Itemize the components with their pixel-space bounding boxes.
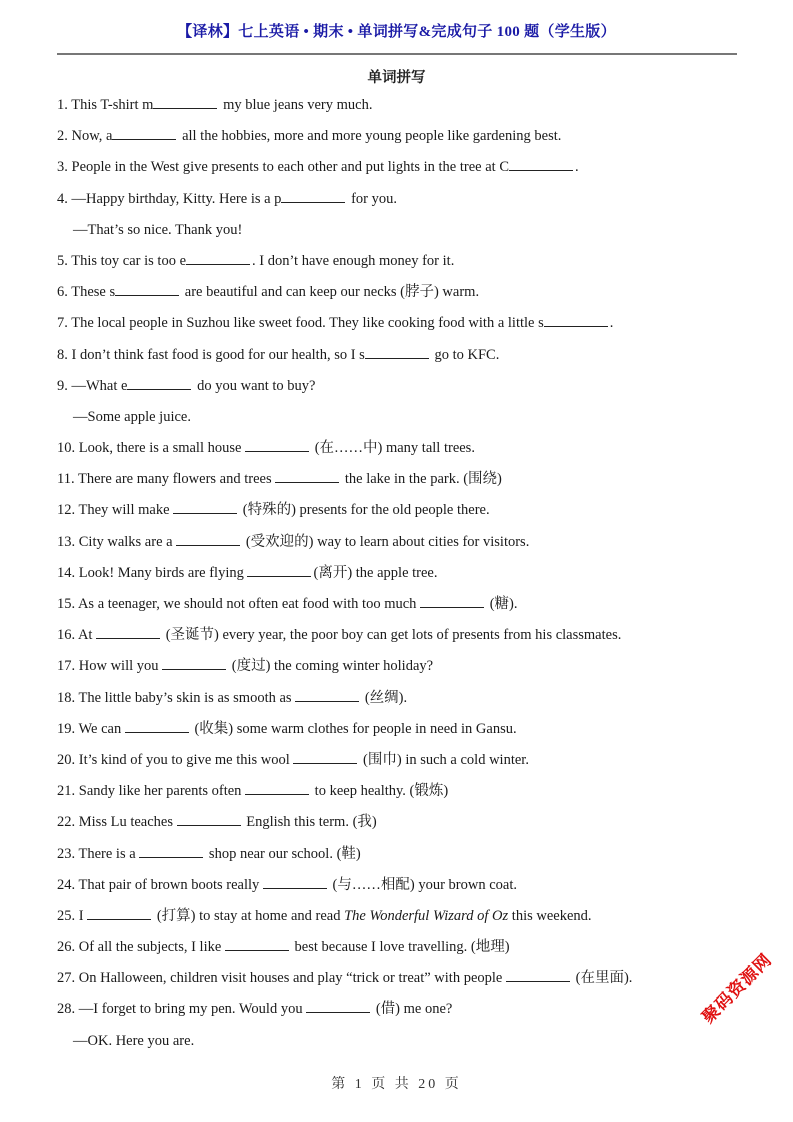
question-text-after: for you. — [347, 190, 397, 207]
answer-blank[interactable] — [306, 998, 370, 1013]
answer-blank[interactable] — [247, 562, 311, 577]
answer-blank[interactable] — [293, 749, 357, 764]
question-number: 1. — [57, 97, 68, 113]
question-text-before: Of all the subjects, I like — [78, 939, 225, 956]
answer-blank[interactable] — [275, 468, 339, 483]
question-text-after: go to KFC. — [430, 346, 500, 363]
question-text-after: (围巾) in such a cold winter. — [359, 751, 529, 768]
document-header: 【译林】七上英语 • 期末 • 单词拼写&完成句子 100 题（学生版） — [177, 24, 616, 40]
question-number: 4. — [57, 190, 68, 207]
answer-blank[interactable] — [295, 687, 359, 702]
question-text-after: . — [609, 315, 614, 332]
question-item — [57, 624, 757, 655]
answer-blank[interactable] — [153, 94, 217, 109]
question-number: 21. — [57, 783, 76, 800]
question-item — [57, 344, 757, 375]
question-item — [57, 562, 757, 593]
question-text-after: are beautiful and can keep our necks (脖子) warm. — [181, 284, 480, 301]
answer-blank[interactable] — [127, 375, 191, 390]
question-item — [57, 843, 757, 874]
question-text-before: As a teenager, we should not often eat food with too much — [77, 596, 421, 612]
question-text-before: We can — [78, 720, 125, 737]
answer-blank[interactable] — [245, 437, 309, 452]
answer-blank[interactable] — [162, 655, 226, 670]
answer-blank[interactable] — [281, 188, 345, 203]
question-text-before: It’s kind of you to give me this wool — [78, 751, 294, 768]
question-text-before: Look! Many birds are flying — [78, 564, 248, 581]
question-text-before: —What e — [71, 377, 128, 394]
question-number: 13. — [57, 533, 76, 550]
question-number: 23. — [57, 845, 76, 862]
question-item — [57, 188, 757, 219]
question-number: 18. — [57, 689, 76, 706]
answer-blank[interactable] — [87, 905, 151, 920]
question-list — [57, 94, 757, 1061]
question-text-after: (借) me one? — [372, 1001, 453, 1018]
question-number: 9. — [57, 377, 68, 394]
question-text-before: Miss Lu teaches — [78, 814, 177, 831]
question-text-after: . — [575, 159, 579, 176]
question-text-before: The little baby’s skin is as smooth as — [78, 689, 296, 706]
question-number: 14. — [57, 564, 76, 581]
question-text-before: These s — [71, 284, 116, 301]
answer-blank[interactable] — [225, 936, 289, 951]
question-item — [57, 250, 757, 281]
question-item — [57, 437, 757, 468]
question-text-before: How will you — [78, 658, 163, 675]
question-number: 3. — [57, 159, 68, 176]
question-number: 16. — [57, 627, 76, 644]
question-text-before: The local people in Suzhou like sweet food. They like cooking food with a little s — [71, 315, 544, 332]
question-item — [57, 531, 757, 562]
question-text-before: People in the West give presents to each other and put lights in the tree at C — [71, 159, 509, 176]
answer-blank[interactable] — [96, 624, 160, 639]
question-text-after: (与……相配) your brown coat. — [328, 876, 517, 893]
question-number: 20. — [57, 751, 76, 768]
question-text-after: (离开) the apple tree. — [313, 564, 438, 581]
question-text-before: They will make — [78, 502, 174, 519]
question-text-after: (受欢迎的) way to learn about cities for visitors. — [242, 533, 530, 550]
question-text-before: There is a — [78, 845, 140, 862]
question-number: 6. — [57, 284, 68, 301]
question-text-after: best because I love travelling. (地理) — [290, 939, 510, 956]
question-item — [57, 593, 757, 624]
question-text-after: shop near our school. (鞋) — [205, 845, 361, 862]
question-text-before: That pair of brown boots really — [78, 876, 263, 893]
answer-blank[interactable] — [177, 811, 241, 826]
question-text-after: (在……中) many tall trees. — [311, 440, 475, 457]
question-number: 11. — [57, 471, 75, 488]
question-text-before: On Halloween, children visit houses and play “trick or treat” with people — [78, 970, 506, 987]
question-text-after: (打算) to stay at home and read — [153, 907, 345, 924]
answer-blank[interactable] — [245, 780, 309, 795]
answer-blank[interactable] — [509, 156, 573, 171]
question-text-after: . I don’t have enough money for it. — [252, 252, 455, 269]
question-item — [57, 94, 757, 125]
question-item — [57, 718, 757, 749]
answer-blank[interactable] — [263, 874, 327, 889]
question-text-before: Look, there is a small house — [78, 440, 246, 457]
question-text-after: (特殊的) presents for the old people there. — [239, 502, 490, 519]
question-text-after: English this term. (我) — [242, 814, 377, 831]
question-text-before: —Happy birthday, Kitty. Here is a p — [71, 190, 282, 207]
answer-blank[interactable] — [506, 967, 570, 982]
question-item — [57, 655, 757, 686]
answer-blank[interactable] — [139, 843, 203, 858]
question-number: 19. — [57, 720, 76, 737]
question-text-after: all the hobbies, more and more young people like gardening best. — [178, 128, 562, 145]
question-number: 24. — [57, 876, 76, 893]
question-text-before: Sandy like her parents often — [78, 783, 246, 800]
question-item — [57, 687, 757, 718]
question-text-before: I don’t think fast food is good for our health, so I s — [71, 346, 365, 363]
question-text-before: At — [77, 627, 97, 644]
question-text-after: (丝绸). — [361, 689, 408, 706]
question-number: 25. — [57, 907, 76, 924]
answer-blank[interactable] — [544, 312, 608, 327]
question-item — [57, 125, 757, 156]
question-number: 27. — [57, 970, 76, 987]
question-text-before: This toy car is too e — [71, 252, 187, 269]
question-text-after: (收集) some warm clothes for people in need in Gansu. — [190, 720, 517, 737]
question-item — [57, 780, 757, 811]
question-item — [57, 375, 757, 406]
question-item — [57, 468, 757, 499]
question-item — [57, 312, 757, 343]
question-number: 7. — [57, 315, 68, 332]
question-item — [57, 936, 757, 967]
dialogue-reply: —That’s so nice. Thank you! — [73, 221, 243, 238]
question-text-after: to keep healthy. (锻炼) — [311, 783, 449, 800]
dialogue-reply: —OK. Here you are. — [73, 1032, 195, 1049]
question-number: 22. — [57, 814, 76, 831]
question-text-after: do you want to buy? — [193, 377, 316, 394]
question-number: 2. — [57, 128, 68, 145]
question-text-before: I — [78, 907, 88, 924]
question-text-before: City walks are a — [78, 533, 177, 550]
answer-blank[interactable] — [420, 593, 484, 608]
question-item — [57, 905, 757, 936]
section-title: 单词拼写 — [367, 70, 426, 86]
question-text-after: (度过) the coming winter holiday? — [228, 658, 434, 675]
question-item — [57, 749, 757, 780]
answer-blank[interactable] — [176, 531, 240, 546]
question-number: 26. — [57, 939, 76, 956]
watermark: 聚码资源网 — [698, 949, 777, 1028]
question-text-after: (圣诞节) every year, the poor boy can get lots of presents from his classmates. — [162, 627, 622, 644]
question-item — [57, 998, 757, 1029]
question-item — [57, 967, 757, 998]
question-text-after: my blue jeans very much. — [219, 97, 373, 113]
question-text-before: Now, a — [71, 128, 113, 145]
answer-blank[interactable] — [173, 499, 237, 514]
question-text-after: this weekend. — [508, 907, 592, 924]
answer-blank[interactable] — [115, 281, 179, 296]
question-item — [57, 156, 757, 187]
answer-blank[interactable] — [365, 344, 429, 359]
question-item — [57, 874, 757, 905]
question-item — [57, 281, 757, 312]
header-divider — [57, 53, 737, 55]
question-number: 28. — [57, 1001, 76, 1018]
question-number: 5. — [57, 252, 68, 269]
question-item — [57, 499, 757, 530]
question-number: 10. — [57, 440, 76, 457]
question-item — [57, 811, 757, 842]
question-text-before: There are many flowers and trees — [77, 471, 276, 488]
question-number: 8. — [57, 346, 68, 363]
question-number: 17. — [57, 658, 76, 675]
question-number: 15. — [57, 596, 76, 612]
question-text-after: (糖). — [486, 596, 518, 612]
answer-blank[interactable] — [125, 718, 189, 733]
question-number: 12. — [57, 502, 76, 519]
question-text-after: the lake in the park. (围绕) — [341, 471, 502, 488]
question-text-before: This T-shirt m — [71, 97, 154, 113]
answer-blank[interactable] — [112, 125, 176, 140]
page-number: 第 1 页 共 20 页 — [331, 1077, 462, 1092]
question-text-before: —I forget to bring my pen. Would you — [78, 1001, 307, 1018]
answer-blank[interactable] — [186, 250, 250, 265]
book-title: The Wonderful Wizard of Oz — [344, 907, 509, 924]
dialogue-reply: —Some apple juice. — [73, 408, 191, 425]
question-text-after: (在里面). — [571, 970, 633, 987]
